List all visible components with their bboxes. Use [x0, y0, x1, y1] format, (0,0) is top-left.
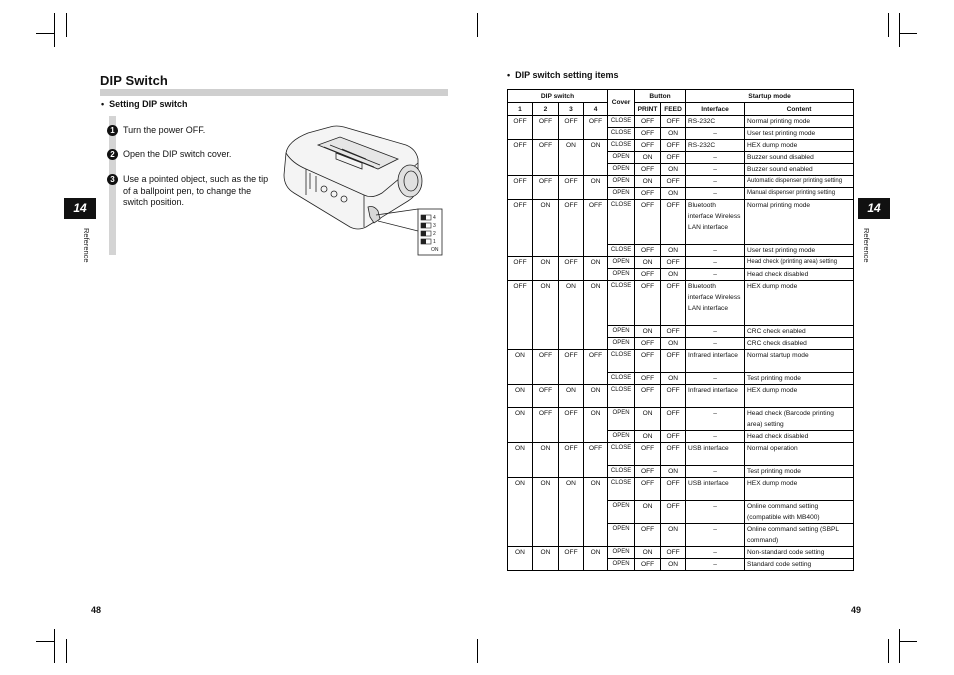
sw-1-cell: ON	[508, 478, 533, 547]
switch-label: 3	[433, 223, 436, 229]
crop-mark	[477, 639, 478, 663]
table-row	[508, 281, 854, 326]
sw-4-cell: ON	[584, 385, 608, 408]
sw-2-cell: OFF	[533, 140, 559, 176]
feed-cell: ON	[661, 128, 686, 140]
table-row	[508, 478, 854, 501]
feed-cell: ON	[661, 524, 686, 547]
header-sw-4: 4	[584, 103, 608, 116]
cover-cell: CLOSE	[608, 385, 635, 408]
interface-cell: Bluetooth interface Wireless LAN interface	[686, 281, 745, 326]
print-cell: ON	[635, 257, 661, 269]
feed-cell: OFF	[661, 478, 686, 501]
subheading-dip-items: • DIP switch setting items	[507, 70, 619, 80]
interface-cell: –	[686, 257, 745, 269]
cover-cell: CLOSE	[608, 373, 635, 385]
sw-4-cell: OFF	[584, 116, 608, 140]
sw-1-cell: ON	[508, 443, 533, 478]
interface-cell: –	[686, 547, 745, 559]
cover-cell: OPEN	[608, 408, 635, 431]
sw-2-cell: ON	[533, 547, 559, 571]
cover-cell: OPEN	[608, 338, 635, 350]
sw-3-cell: OFF	[559, 350, 584, 385]
cover-cell: CLOSE	[608, 116, 635, 128]
cover-cell: CLOSE	[608, 140, 635, 152]
step-text: Open the DIP switch cover.	[123, 149, 232, 159]
table-row	[508, 200, 854, 245]
sw-2-cell: OFF	[533, 385, 559, 408]
crop-mark	[899, 33, 917, 34]
feed-cell: OFF	[661, 176, 686, 188]
sw-3-cell: OFF	[559, 176, 584, 200]
switch-label: 4	[433, 215, 436, 221]
print-cell: ON	[635, 176, 661, 188]
crop-mark	[899, 13, 900, 47]
table-row	[508, 408, 854, 431]
content-cell: Test printing mode	[745, 373, 854, 385]
interface-cell: –	[686, 245, 745, 257]
sw-2-cell: OFF	[533, 350, 559, 385]
steps-sidebar	[109, 116, 116, 255]
sw-1-cell: ON	[508, 408, 533, 443]
switch-label: 1	[433, 239, 436, 245]
sw-1-cell: ON	[508, 385, 533, 408]
sw-3-cell: ON	[559, 385, 584, 408]
feed-cell: ON	[661, 164, 686, 176]
sw-1-cell: ON	[508, 350, 533, 385]
content-cell: Buzzer sound enabled	[745, 164, 854, 176]
print-cell: OFF	[635, 164, 661, 176]
interface-cell: –	[686, 176, 745, 188]
sw-4-cell: ON	[584, 281, 608, 350]
interface-cell: Infrared interface	[686, 385, 745, 408]
sw-1-cell: ON	[508, 547, 533, 571]
print-cell: OFF	[635, 385, 661, 408]
content-cell: User test printing mode	[745, 128, 854, 140]
dip-switch-table	[507, 89, 854, 571]
sw-1-cell: OFF	[508, 176, 533, 200]
sw-2-cell: OFF	[533, 116, 559, 140]
sw-2-cell: ON	[533, 200, 559, 257]
interface-cell: –	[686, 408, 745, 431]
header-cover: Cover	[608, 90, 635, 116]
crop-mark	[36, 33, 54, 34]
content-cell: HEX dump mode	[745, 281, 854, 326]
content-cell: Non-standard code setting	[745, 547, 854, 559]
sw-3-cell: OFF	[559, 443, 584, 478]
feed-cell: OFF	[661, 547, 686, 559]
print-cell: OFF	[635, 128, 661, 140]
cover-cell: CLOSE	[608, 350, 635, 373]
sw-2-cell: ON	[533, 478, 559, 547]
crop-mark	[66, 639, 67, 663]
chapter-tab-left: 14	[64, 198, 96, 219]
interface-cell: –	[686, 466, 745, 478]
print-cell: OFF	[635, 559, 661, 571]
print-cell: OFF	[635, 281, 661, 326]
step-text: Use a pointed object, such as the tip of a ballpoint pen, to change the switch position.	[123, 174, 269, 207]
sw-3-cell: ON	[559, 478, 584, 547]
feed-cell: OFF	[661, 152, 686, 164]
crop-mark	[54, 629, 55, 663]
printer-illustration	[278, 123, 448, 259]
print-cell: OFF	[635, 478, 661, 501]
feed-cell: OFF	[661, 350, 686, 373]
header-interface: Interface	[686, 103, 745, 116]
content-cell: HEX dump mode	[745, 140, 854, 152]
sw-3-cell: OFF	[559, 200, 584, 257]
feed-cell: OFF	[661, 431, 686, 443]
crop-mark	[54, 13, 55, 47]
cover-cell: OPEN	[608, 326, 635, 338]
cover-cell: OPEN	[608, 559, 635, 571]
content-cell: Head check disabled	[745, 269, 854, 281]
sw-4-cell: ON	[584, 176, 608, 200]
sw-4-cell: ON	[584, 140, 608, 176]
feed-cell: OFF	[661, 501, 686, 524]
feed-cell: OFF	[661, 257, 686, 269]
print-cell: OFF	[635, 188, 661, 200]
cover-cell: CLOSE	[608, 128, 635, 140]
feed-cell: OFF	[661, 200, 686, 245]
cover-cell: CLOSE	[608, 478, 635, 501]
print-cell: ON	[635, 326, 661, 338]
step-number: 2	[107, 149, 118, 160]
sw-3-cell: ON	[559, 140, 584, 176]
feed-cell: OFF	[661, 140, 686, 152]
content-cell: HEX dump mode	[745, 385, 854, 408]
sw-1-cell: OFF	[508, 257, 533, 281]
feed-cell: OFF	[661, 408, 686, 431]
content-cell: Online command setting (compatible with MB400)	[745, 501, 854, 524]
page-heading	[100, 72, 448, 96]
content-cell: Normal printing mode	[745, 200, 854, 245]
sw-4-cell: ON	[584, 547, 608, 571]
sw-2-cell: OFF	[533, 176, 559, 200]
content-cell: CRC check disabled	[745, 338, 854, 350]
interface-cell: –	[686, 501, 745, 524]
interface-cell: –	[686, 559, 745, 571]
feed-cell: ON	[661, 188, 686, 200]
interface-cell: –	[686, 524, 745, 547]
subheading-setting-dip-switch: • Setting DIP switch	[101, 99, 188, 109]
content-cell: Normal operation	[745, 443, 854, 466]
interface-cell: –	[686, 164, 745, 176]
sw-3-cell: OFF	[559, 547, 584, 571]
crop-mark	[899, 641, 917, 642]
print-cell: ON	[635, 501, 661, 524]
print-cell: OFF	[635, 373, 661, 385]
sw-4-cell: OFF	[584, 350, 608, 385]
content-cell: CRC check enabled	[745, 326, 854, 338]
header-startup-mode: Startup mode	[686, 90, 854, 103]
content-cell: Normal startup mode	[745, 350, 854, 373]
feed-cell: OFF	[661, 116, 686, 128]
content-cell: Online command setting (SBPL command)	[745, 524, 854, 547]
content-cell: Head check (Barcode printing area) setting	[745, 408, 854, 431]
cover-cell: OPEN	[608, 501, 635, 524]
print-cell: OFF	[635, 466, 661, 478]
interface-cell: RS-232C	[686, 116, 745, 128]
crop-mark	[899, 629, 900, 663]
content-cell: Buzzer sound disabled	[745, 152, 854, 164]
print-cell: ON	[635, 431, 661, 443]
interface-cell: USB interface	[686, 478, 745, 501]
sw-4-cell: ON	[584, 478, 608, 547]
cover-cell: CLOSE	[608, 200, 635, 245]
print-cell: OFF	[635, 245, 661, 257]
interface-cell: –	[686, 373, 745, 385]
cover-cell: OPEN	[608, 269, 635, 281]
sw-1-cell: OFF	[508, 281, 533, 350]
print-cell: OFF	[635, 269, 661, 281]
content-cell: Manual dispenser printing setting	[745, 188, 854, 200]
cover-cell: CLOSE	[608, 443, 635, 466]
subheading-text: DIP switch setting items	[515, 70, 619, 80]
sw-4-cell: ON	[584, 257, 608, 281]
interface-cell: USB interface	[686, 443, 745, 466]
cover-cell: OPEN	[608, 176, 635, 188]
sw-4-cell: OFF	[584, 200, 608, 257]
header-print: PRINT	[635, 103, 661, 116]
print-cell: OFF	[635, 338, 661, 350]
feed-cell: OFF	[661, 281, 686, 326]
print-cell: OFF	[635, 140, 661, 152]
feed-cell: ON	[661, 245, 686, 257]
print-cell: ON	[635, 152, 661, 164]
interface-cell: Infrared interface	[686, 350, 745, 373]
interface-cell: –	[686, 269, 745, 281]
side-label-right: Reference	[862, 228, 871, 263]
cover-cell: CLOSE	[608, 466, 635, 478]
interface-cell: Bluetooth interface Wireless LAN interface	[686, 200, 745, 245]
sw-4-cell: ON	[584, 408, 608, 443]
cover-cell: CLOSE	[608, 281, 635, 326]
interface-cell: RS-232C	[686, 140, 745, 152]
crop-mark	[36, 641, 54, 642]
subheading-text: Setting DIP switch	[109, 99, 188, 109]
feed-cell: OFF	[661, 443, 686, 466]
content-cell: Head check disabled	[745, 431, 854, 443]
print-cell: ON	[635, 547, 661, 559]
interface-cell: –	[686, 326, 745, 338]
table-row	[508, 350, 854, 373]
sw-3-cell: ON	[559, 281, 584, 350]
feed-cell: ON	[661, 466, 686, 478]
header-feed: FEED	[661, 103, 686, 116]
heading-text: DIP Switch	[100, 73, 168, 88]
sw-4-cell: OFF	[584, 443, 608, 478]
sw-1-cell: OFF	[508, 200, 533, 257]
cover-cell: OPEN	[608, 152, 635, 164]
cover-cell: CLOSE	[608, 245, 635, 257]
table-row	[508, 176, 854, 188]
sw-2-cell: ON	[533, 443, 559, 478]
step-number: 3	[107, 174, 118, 185]
sw-1-cell: OFF	[508, 116, 533, 140]
content-cell: Normal printing mode	[745, 116, 854, 128]
sw-2-cell: OFF	[533, 408, 559, 443]
print-cell: OFF	[635, 443, 661, 466]
feed-cell: OFF	[661, 385, 686, 408]
content-cell: Standard code setting	[745, 559, 854, 571]
feed-cell: ON	[661, 373, 686, 385]
cover-cell: OPEN	[608, 257, 635, 269]
content-cell: Automatic dispenser printing setting	[745, 176, 854, 188]
cover-cell: OPEN	[608, 188, 635, 200]
header-sw-2: 2	[533, 103, 559, 116]
interface-cell: –	[686, 338, 745, 350]
header-sw-1: 1	[508, 103, 533, 116]
crop-mark	[66, 13, 67, 37]
table-row	[508, 443, 854, 466]
header-dip-switch: DIP switch	[508, 90, 608, 103]
cover-cell: OPEN	[608, 524, 635, 547]
sw-1-cell: OFF	[508, 140, 533, 176]
header-content: Content	[745, 103, 854, 116]
feed-cell: ON	[661, 559, 686, 571]
chapter-tab-right: 14	[858, 198, 890, 219]
cover-cell: OPEN	[608, 164, 635, 176]
table-row	[508, 140, 854, 152]
print-cell: OFF	[635, 350, 661, 373]
feed-cell: ON	[661, 338, 686, 350]
sw-2-cell: ON	[533, 281, 559, 350]
content-cell: Test printing mode	[745, 466, 854, 478]
feed-cell: OFF	[661, 326, 686, 338]
feed-cell: ON	[661, 269, 686, 281]
table-row	[508, 116, 854, 128]
header-sw-3: 3	[559, 103, 584, 116]
sw-3-cell: OFF	[559, 116, 584, 140]
step-text: Turn the power OFF.	[123, 125, 206, 135]
header-button: Button	[635, 90, 686, 103]
side-label-left: Reference	[82, 228, 91, 263]
switch-on-label: ON	[431, 247, 439, 253]
content-cell: HEX dump mode	[745, 478, 854, 501]
table-row	[508, 547, 854, 559]
sw-3-cell: OFF	[559, 408, 584, 443]
content-cell: Head check (printing area) setting	[745, 257, 854, 269]
sw-2-cell: ON	[533, 257, 559, 281]
cover-cell: OPEN	[608, 431, 635, 443]
crop-mark	[888, 639, 889, 663]
table-row	[508, 385, 854, 408]
interface-cell: –	[686, 128, 745, 140]
interface-cell: –	[686, 188, 745, 200]
interface-cell: –	[686, 431, 745, 443]
crop-mark	[477, 13, 478, 37]
print-cell: OFF	[635, 524, 661, 547]
page-number-left: 48	[91, 605, 102, 615]
content-cell: User test printing mode	[745, 245, 854, 257]
crop-mark	[888, 13, 889, 37]
sw-3-cell: OFF	[559, 257, 584, 281]
table-row	[508, 257, 854, 269]
interface-cell: –	[686, 152, 745, 164]
print-cell: OFF	[635, 200, 661, 245]
page-number-right: 49	[851, 605, 862, 615]
print-cell: OFF	[635, 116, 661, 128]
table-body	[508, 116, 854, 571]
cover-cell: OPEN	[608, 547, 635, 559]
switch-label: 2	[433, 231, 436, 237]
step-number: 1	[107, 125, 118, 136]
print-cell: ON	[635, 408, 661, 431]
